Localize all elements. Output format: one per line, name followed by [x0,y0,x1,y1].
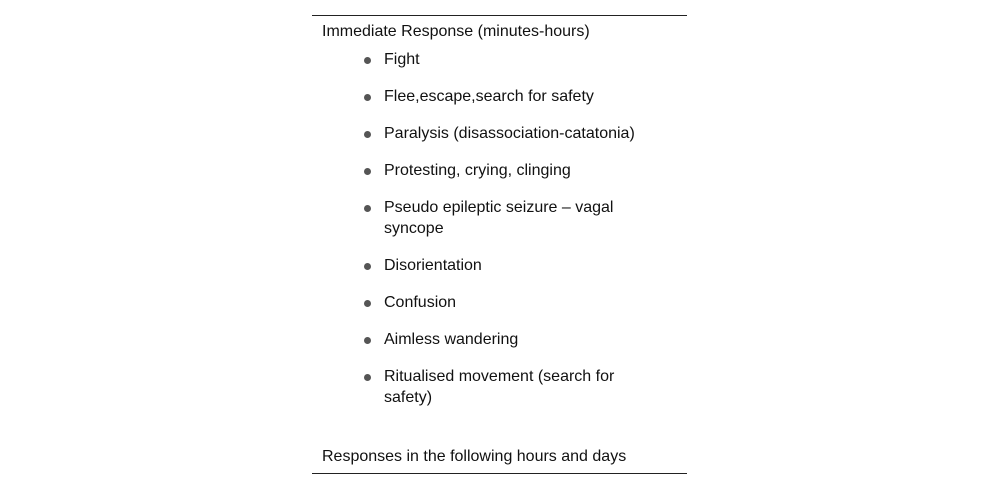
list-item-text: Disorientation [384,257,482,274]
list-item [312,86,687,107]
immediate-response-heading: Immediate Response (minutes-hours) [322,23,590,40]
list-item [312,123,687,144]
following-responses-heading: Responses in the following hours and days [322,448,627,465]
list-item [312,255,687,276]
bullet-icon [364,205,371,212]
bullet-icon [364,374,371,381]
list-item-text: Flee,escape,search for safety [384,88,594,105]
list-item-text: Pseudo epileptic seizure – vagal syncope [384,199,614,237]
bullet-icon [364,94,371,101]
list-item [312,197,687,239]
list-item-text: Paralysis (disassociation-catatonia) [384,125,635,142]
list-item [312,160,687,181]
list-item [312,329,687,350]
bullet-icon [364,57,371,64]
list-item [312,366,687,408]
list-item-text: Confusion [384,294,457,311]
bullet-icon [364,131,371,138]
list-item-text: Protesting, crying, clinging [384,162,571,179]
response-table [312,15,687,474]
list-item-text: Aimless wandering [384,331,519,348]
list-item-text: Fight [384,51,420,68]
bullet-icon [364,300,371,307]
bullet-icon [364,337,371,344]
bullet-icon [364,263,371,270]
immediate-response-list [312,49,687,424]
bullet-icon [364,168,371,175]
list-item [312,292,687,313]
list-item-text: Ritualised movement (search for safety) [384,368,615,406]
list-item [312,49,687,70]
